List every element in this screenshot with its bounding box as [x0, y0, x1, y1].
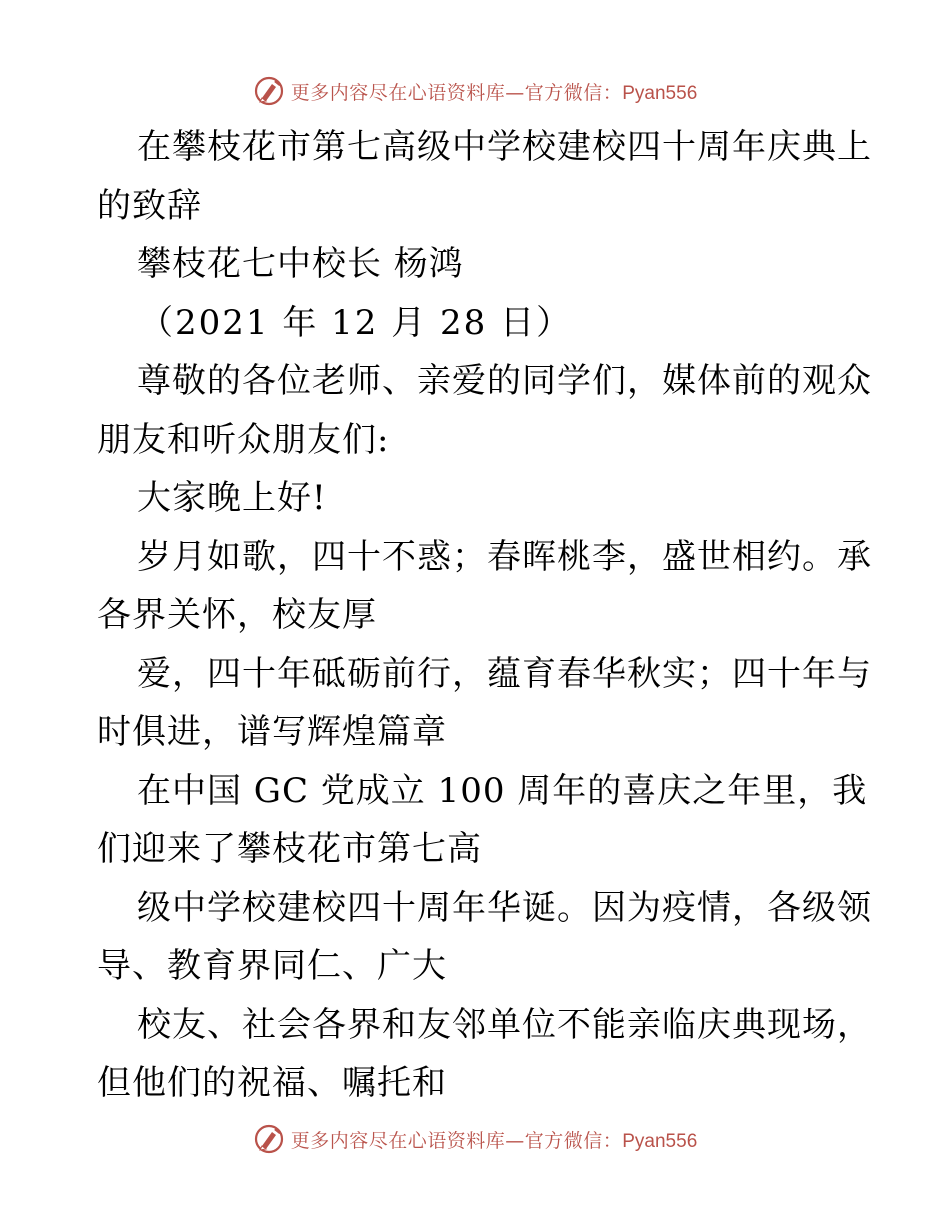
document-body — [97, 118, 872, 1113]
text-line: 校友、社会各界和友邻单位不能亲临庆典现场， — [137, 1004, 872, 1045]
text-line: 导、教育界同仁、广大 — [97, 946, 447, 986]
watermark-text: 更多内容尽在心语资料库—官方微信：Pyan556 — [290, 1129, 698, 1152]
pen-logo-icon — [253, 1123, 285, 1155]
text-line: 攀枝花七中校长 杨鸿 — [137, 244, 464, 284]
watermark-wechat-id: Pyan556 — [622, 82, 698, 104]
text-line: 时俱进，谱写辉煌篇章 — [97, 712, 447, 752]
text-line: 级中学校建校四十周年华诞。因为疫情，各级领 — [137, 887, 872, 928]
text-line: 的致辞 — [97, 185, 202, 226]
footer-watermark — [0, 1121, 950, 1157]
text-line: 朋友和听众朋友们: — [97, 419, 390, 460]
text-line: 们迎来了攀枝花市第七高 — [97, 829, 482, 869]
header-watermark — [0, 73, 950, 109]
text-line: 大家晚上好! — [137, 478, 327, 518]
text-line: （2021 年 12 月 28 日） — [139, 302, 573, 343]
watermark-text: 更多内容尽在心语资料库—官方微信：Pyan556 — [290, 81, 698, 104]
text-line: 岁月如歌，四十不惑；春晖桃李，盛世相约。承 — [137, 536, 872, 577]
text-line: 尊敬的各位老师、亲爱的同学们，媒体前的观众 — [137, 361, 872, 401]
text-line: 各界关怀，校友厚 — [97, 595, 377, 635]
pen-logo-icon — [253, 75, 285, 107]
watermark-wechat-id: Pyan556 — [622, 1130, 698, 1152]
text-line: 在攀枝花市第七高级中学校建校四十周年庆典上 — [137, 127, 872, 167]
text-line: 爱，四十年砥砺前行，蕴育春华秋实；四十年与 — [137, 653, 872, 694]
text-line: 在中国 GC 党成立 100 周年的喜庆之年里，我 — [137, 770, 868, 811]
text-line: 但他们的祝福、嘱托和 — [97, 1063, 447, 1103]
